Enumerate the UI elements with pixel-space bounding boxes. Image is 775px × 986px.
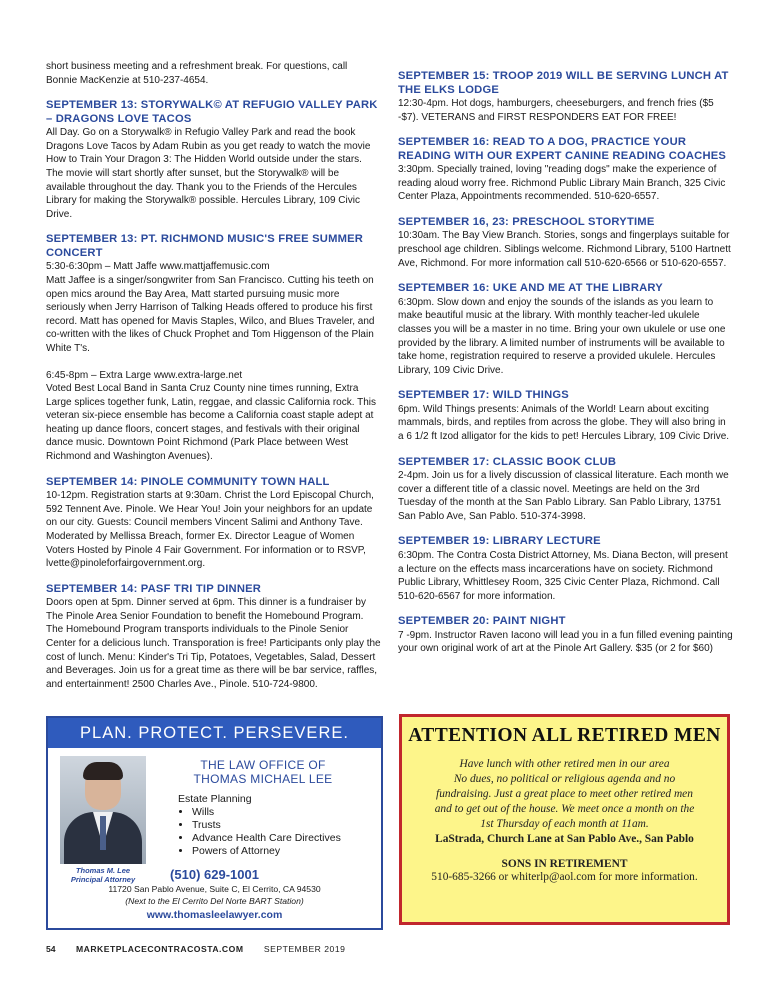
footer-month: SEPTEMBER 2019: [263, 944, 346, 954]
event-paint-night: [398, 615, 733, 656]
event-library-lecture: [398, 535, 733, 603]
event-body: 6:45-8pm – Extra Large www.extra-large.net: [46, 369, 243, 381]
right-column: [398, 70, 733, 668]
event-heading: SEPTEMBER 13: PT. RICHMOND MUSIC'S FREE SUMMER CONCERT: [46, 233, 364, 259]
event-body: 3:30pm. Specially trained, loving "reading dogs" make the experience of reading aloud worry free. Richmond Public Library Main Branch, 325 Civic Center Plaza, Appointments recommended. 510-620-6557.: [398, 164, 726, 203]
page-footer: [46, 944, 345, 954]
event-storywalk: [46, 99, 381, 221]
law-ad-banner: PLAN. PROTECT. PERSEVERE.: [48, 718, 381, 748]
event-wild-things: [398, 389, 733, 443]
event-body: Matt Jaffee is a singer/songwriter from San Francisco. Cutting his teeth on open mics around the Bay Area, Matt started pursuing music more seriously when Jerry Harrison of Talking Heads offered to produce his first record. Matt has opened for Mavis Staples, Wilco, and Blues Traveler, and co-written with the likes of Chuck Prophet and Tom Higgenson of the Plain White T's.: [46, 274, 375, 354]
footer-site: MARKETPLACECONTRACOSTA.COM: [75, 944, 244, 954]
event-preschool-storytime: [398, 216, 733, 270]
retired-ad-title: ATTENTION ALL RETIRED MEN: [408, 725, 721, 746]
retired-ad-body: Have lunch with other retired men in our area No dues, no political or religious agenda and no fundraising. Just a great place to meet other retired men and to get out of the house. We meet once a month on the 1st Thursday of each month at 11am.: [434, 758, 695, 830]
firm-name: THE LAW OFFICE OF THOMAS MICHAEL LEE: [193, 758, 333, 786]
event-body: 2-4pm. Join us for a lively discussion of classical literature. Each month we cover a different title of a classic novel. Meetings are held on the 3rd Tuesday of the month at the San Pablo Library. San Pablo Library, 13751 San Pablo Ave, San Pablo. 510-374-3998.: [398, 470, 729, 522]
event-heading: SEPTEMBER 20: PAINT NIGHT: [398, 615, 566, 628]
service-item: • Powers of Attorney: [192, 845, 378, 858]
law-website-link[interactable]: www.thomasleelawyer.com: [146, 909, 283, 921]
service-item: • Wills: [192, 806, 378, 819]
page-number: 54: [46, 944, 56, 954]
event-tri-tip: [46, 583, 381, 692]
event-heading: SEPTEMBER 14: PINOLE COMMUNITY TOWN HALL: [46, 475, 330, 488]
event-concert: [46, 233, 381, 463]
services-title: Estate Planning: [178, 793, 252, 805]
event-uke: [398, 282, 733, 377]
event-body: All Day. Go on a Storywalk® in Refugio Valley Park and read the book Dragons Love Tacos by Adam Rubin as you get ready to watch the movie How to Train Your Dragon 3: The Hidden World outside under the stars. The movie will start shortly after sunset, but the Storywalk® will be available throughout the day. Thank you to the Friends of the Hercules Library for making the Storywalk® possible. Hercules Library, 109 Civic Drive.: [46, 127, 371, 220]
service-item: • Trusts: [192, 819, 378, 832]
event-body: 6:30pm. The Contra Costa District Attorney, Ms. Diana Becton, will present a lecture on the effects mass incarcerations have on society. Richmond Public Library, Whittlesey Room, 325 Civic Center Plaza, Richmond. Call 510-620-6567 for more information.: [398, 549, 728, 602]
event-body: 10:30am. The Bay View Branch. Stories, songs and fingerplays suitable for preschool age children. Siblings welcome. Richmond Library, 5100 Hartnett Ave, Richmond. For more information call 510-620-6566 or 510-620-6557.: [398, 230, 731, 269]
event-heading: SEPTEMBER 17: WILD THINGS: [398, 389, 569, 402]
event-heading: SEPTEMBER 19: LIBRARY LECTURE: [398, 535, 601, 548]
attorney-photo: [60, 756, 146, 864]
event-read-to-dog: [398, 136, 733, 204]
event-heading: SEPTEMBER 16: READ TO A DOG, PRACTICE YOUR READING WITH OUR EXPERT CANINE READING COACHES: [398, 136, 727, 162]
law-office-ad: [46, 716, 383, 930]
event-body: 7 -9pm. Instructor Raven Iacono will lead you in a fun filled evening painting your own original work of art at the Pinole Art Gallery. $35 (or 2 for $60): [398, 629, 733, 655]
services-list: [178, 793, 378, 858]
event-heading: SEPTEMBER 13: STORYWALK© AT REFUGIO VALLEY PARK – DRAGONS LOVE TACOS: [46, 99, 378, 125]
event-heading: SEPTEMBER 14: PASF TRI TIP DINNER: [46, 582, 262, 595]
photo-caption: Thomas M. Lee Principal Attorney: [70, 866, 136, 884]
event-body: 6:30pm. Slow down and enjoy the sounds of the islands as you learn to make beautiful music at the library. With monthly teacher-led ukulele classes you will be a master in no time. Bring your own ukulele or use one provided by the library. A limited number of instruments will be available to take home, registration required to reserve a provided ukulele. Hercules Library, 109 Civic Drive.: [398, 296, 726, 376]
intro-text: short business meeting and a refreshment break. For questions, call Bonnie MacKenzie at 510-237-4654.: [46, 61, 348, 86]
event-body: 6pm. Wild Things presents: Animals of the World! Learn about exciting mammals, birds, and reptiles from across the globe. They will also bring in a 6 1/2 ft Izod alligator for the kids to pet! Hercules Library, 109 Civic Drive.: [398, 403, 730, 442]
law-address: 11720 San Pablo Avenue, Suite C, El Cerrito, CA 94530: [108, 884, 321, 894]
event-body: 10-12pm. Registration starts at 9:30am. Christ the Lord Episcopal Church, 592 Tennent Ave. Pinole. We Hear You! Join your neighbors for an update on our city. Guests: Council members Vincent Salimi and Anthony Tave. Moderated by Mellissa Breach, former Ex. Director League of Women Voters Hosted by Pinole 4 Fair Government. For information or to RSVP, lvette@pinoleforfairgovernment.org.: [46, 490, 374, 570]
event-heading: SEPTEMBER 16: UKE AND ME AT THE LIBRARY: [398, 282, 663, 295]
service-item: • Advance Health Care Directives: [192, 832, 378, 845]
event-body: The Homebound Program transports individuals to the Pinole Senior Center for a delicious lunch. Transporation is free! Participants only play the cost of lunch. Menu: Kinder's Tri Tip, Potatoes, Vegetables, Salad, Dessert and Beverages. Join us for a great time as there will be bar service, raffles, and entertainment! 2500 Charles Ave., Pinole. 510-724-9800.: [46, 624, 381, 690]
event-heading: SEPTEMBER 15: TROOP 2019 WILL BE SERVING LUNCH AT THE ELKS LODGE: [398, 70, 729, 96]
event-heading: SEPTEMBER 17: CLASSIC BOOK CLUB: [398, 455, 617, 468]
left-column: [46, 60, 381, 703]
law-phone: (510) 629-1001: [170, 867, 259, 882]
event-body: Voted Best Local Band in Santa Cruz County nine times running, Extra Large splices together funk, Latin, reggae, and classic California rock. This veteran six-piece ensemble has become a California coast staple adept at heating up dance floors, concert stages, and festivals with their original dance music. Downtown Point Richmond (Park Place between West Richmond and Washington Avenues).: [46, 383, 376, 463]
event-town-hall: [46, 476, 381, 571]
event-troop-lunch: [398, 70, 733, 124]
retired-ad-location: LaStrada, Church Lane at San Pablo Ave., San Pablo: [435, 833, 694, 845]
event-body: 12:30-4pm. Hot dogs, hamburgers, cheeseburgers, and french fries ($5 -$7). VETERANS and FIRST RESPONDERS EAT FOR FREE!: [398, 98, 714, 123]
event-heading: SEPTEMBER 16, 23: PRESCHOOL STORYTIME: [398, 215, 655, 228]
event-body: 5:30-6:30pm – Matt Jaffe www.mattjaffemusic.com: [46, 261, 270, 273]
retired-men-ad: [399, 714, 730, 925]
event-body: Doors open at 5pm. Dinner served at 6pm. This dinner is a fundraiser by The Pinole Area Senior Foundation to benefit the Homebound Program.: [46, 597, 366, 622]
retired-ad-contact: 510-685-3266 or whiterlp@aol.com for more information.: [431, 871, 698, 883]
event-book-club: [398, 456, 733, 524]
retired-ad-org: SONS IN RETIREMENT: [501, 858, 628, 870]
law-landmark: (Next to the El Cerrito Del Norte BART Station): [125, 896, 304, 906]
